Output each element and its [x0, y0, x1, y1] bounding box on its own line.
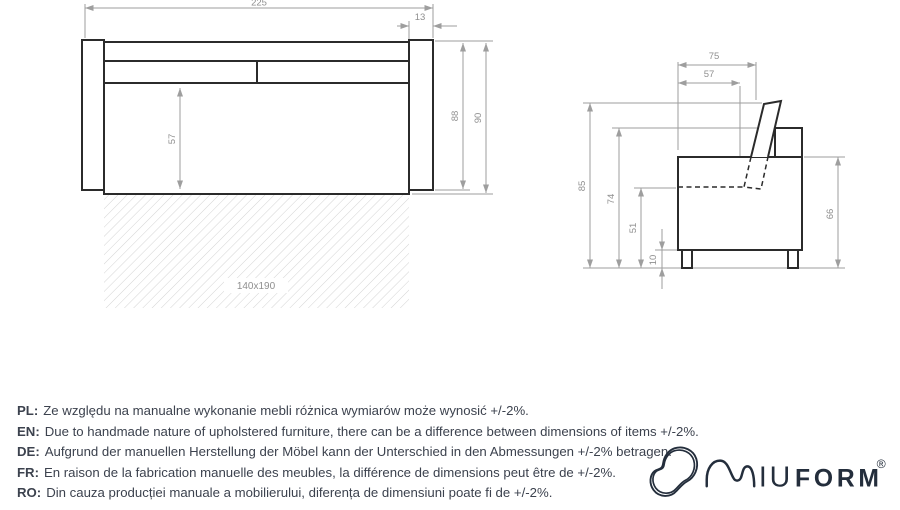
svg-text:13: 13 [414, 12, 426, 23]
sofa-body-side [678, 157, 802, 250]
armrest-left [82, 40, 104, 190]
side-view [577, 51, 845, 289]
leg-front [682, 250, 692, 268]
dim-armrest-width [397, 12, 457, 26]
disclaimer-text: En raison de la fabrication manuelle des meubles, la différence de dimensions peut être de +/-2%. [43, 464, 616, 480]
armrest-right [409, 40, 433, 190]
leg-back [788, 250, 798, 268]
language-label: FR: [17, 464, 39, 480]
dim-frame-height [606, 128, 619, 268]
svg-text:66: 66 [825, 208, 836, 220]
sofa-front-outline [82, 40, 433, 194]
svg-text:75: 75 [708, 51, 720, 62]
sleeping-area-label: 140x190 [236, 281, 276, 292]
miuform-logo-svg [646, 441, 888, 505]
miuform-logo [646, 441, 888, 505]
dim-seat-depth [678, 69, 740, 83]
disclaimer-text: Din cauza producției manuale a mobilierului, diferența de dimensiuni poate fi de +/-2%. [46, 485, 553, 501]
tolerance-disclaimer [17, 401, 699, 504]
logo-text-thin: IU [758, 461, 794, 494]
registered-trademark-icon: ® [876, 457, 886, 472]
disclaimer-line-ro [17, 483, 699, 504]
dim-side-height [825, 157, 838, 268]
bean-icon [650, 447, 697, 495]
language-label: EN: [17, 423, 40, 439]
logo-m-glyph [707, 461, 754, 487]
dim-leg-height [648, 229, 662, 289]
logo-text-bold: FORM [794, 465, 883, 493]
disclaimer-line-en [17, 422, 699, 443]
svg-text:85: 85 [577, 180, 588, 192]
svg-text:88: 88 [450, 110, 461, 122]
dim-seat-height [628, 188, 641, 268]
language-label: RO: [17, 485, 42, 501]
front-view [82, 0, 493, 308]
disclaimer-text: Aufgrund der manuellen Herstellung der Möbel kann der Unterschied in den Abmessungen +/-2% betragen. [44, 444, 672, 460]
svg-text:10: 10 [648, 254, 659, 266]
dim-body-height [450, 43, 463, 189]
disclaimer-line-pl [17, 401, 699, 422]
disclaimer-line-de [17, 442, 699, 463]
dim-total-width [85, 0, 433, 9]
language-label: PL: [17, 403, 39, 418]
svg-text:90: 90 [473, 112, 484, 124]
dim-side-total-height [577, 103, 590, 268]
disclaimer-line-fr [17, 463, 699, 484]
language-label: DE: [17, 444, 40, 460]
back-panel [775, 128, 802, 157]
disclaimer-text: Ze względu na manualne wykonanie mebli różnica wymiarów może wynosić +/-2%. [43, 403, 529, 418]
svg-text:225: 225 [251, 0, 267, 9]
svg-text:74: 74 [606, 193, 617, 205]
svg-text:51: 51 [628, 222, 639, 234]
dim-total-depth [678, 51, 756, 65]
svg-text:57: 57 [167, 133, 178, 145]
dim-total-height [473, 43, 486, 193]
svg-text:57: 57 [703, 69, 715, 80]
disclaimer-text: Due to handmade nature of upholstered furniture, there can be a difference between dimensions of items +/-2%. [44, 423, 699, 439]
